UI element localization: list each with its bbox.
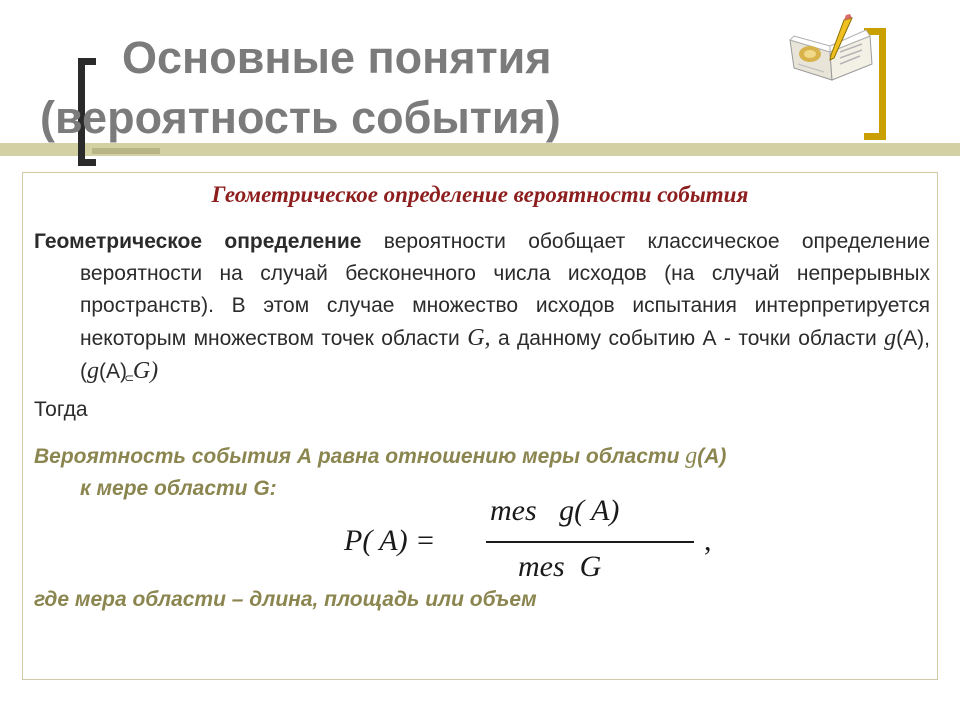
symbol-region-gA-2: (А) <box>99 360 127 383</box>
symbol-region-g-2: g <box>87 358 99 384</box>
formula-lhs: P( A) = <box>344 524 436 557</box>
symbol-region-gA: (А), <box>896 327 930 350</box>
open-book-icon <box>786 14 876 84</box>
title-accent-bar-inner <box>92 148 160 154</box>
statement-symbol-g: g <box>685 443 698 469</box>
definition-term: Геометрическое определение <box>34 230 362 253</box>
slide-title-line2: (вероятность события) <box>40 92 561 143</box>
formula-numerator: mes g( A) <box>490 494 620 527</box>
section-subtitle: Геометрическое определение вероятности события <box>211 182 749 207</box>
then-label: Тогда <box>34 398 88 421</box>
definition-text-2: а данному событию А - точки области <box>490 327 885 350</box>
definition-text-1: вероятности обобщает классическое определение вероятности на случай бесконечного числа исходов (на случай непрерывных пространств). В этом случае множество исходов испытания интерпретируется некоторым множеством точек области <box>80 230 930 350</box>
definition-paragraph <box>34 226 930 394</box>
formula-fraction-bar <box>486 541 694 543</box>
symbol-region-g: g <box>884 325 897 351</box>
statement-text: Вероятность события А равна отношению меры области <box>34 445 686 468</box>
slide-title-line1: Основные понятия <box>122 32 552 83</box>
formula-denominator: mes G <box>518 550 602 583</box>
statement-symbol-gA: (А) <box>697 445 727 468</box>
paren-open: ( <box>80 360 87 383</box>
measure-note: где мера области – длина, площадь или объем <box>34 588 537 611</box>
symbol-region-G: G, <box>467 325 491 351</box>
statement-line2: к мере области G: <box>80 477 277 500</box>
formula-comma: , <box>704 524 712 557</box>
probability-formula <box>340 494 740 590</box>
slide-title <box>30 28 730 148</box>
subset-symbol: ⊂ <box>124 371 135 385</box>
symbol-region-G-2: G) <box>132 358 159 384</box>
